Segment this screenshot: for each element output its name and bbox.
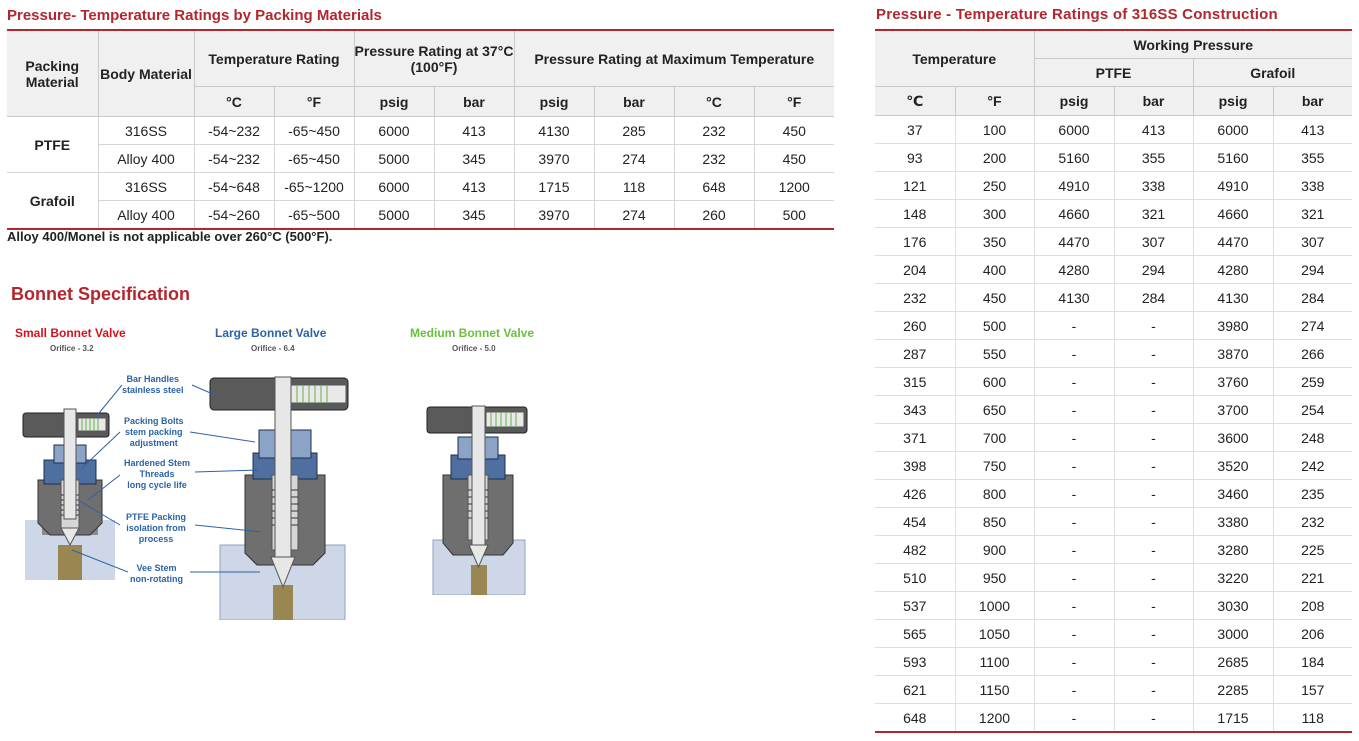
table-cell: 4130 [1034, 284, 1114, 312]
table-cell: 4660 [1034, 200, 1114, 228]
table-row [875, 396, 1352, 424]
table-cell: 232 [674, 145, 754, 173]
right-table-title: Pressure - Temperature Ratings of 316SS Construction [876, 6, 1278, 23]
large-bonnet-orifice: Orifice - 6.4 [251, 344, 295, 353]
table-cell: 850 [955, 508, 1034, 536]
table-cell: 307 [1114, 228, 1193, 256]
table-cell: - [1034, 312, 1114, 340]
table-cell: 413 [1273, 116, 1352, 144]
table-cell: 4280 [1034, 256, 1114, 284]
table-cell: 5000 [354, 145, 434, 173]
table-cell: 3460 [1193, 480, 1273, 508]
table-cell: 345 [434, 145, 514, 173]
table-cell: 482 [875, 536, 955, 564]
table-cell: 450 [754, 145, 834, 173]
table-cell: -54~648 [194, 173, 274, 201]
table-row [875, 564, 1352, 592]
header-temperature-rating: Temperature Rating [194, 30, 354, 87]
table-cell: 3220 [1193, 564, 1273, 592]
table-cell: 287 [875, 340, 955, 368]
small-bonnet-orifice: Orifice - 3.2 [50, 344, 94, 353]
table-cell: 343 [875, 396, 955, 424]
table-cell: 3870 [1193, 340, 1273, 368]
table-cell: 3970 [514, 145, 594, 173]
table-cell: - [1034, 452, 1114, 480]
table-cell: 338 [1273, 172, 1352, 200]
table-cell: - [1034, 480, 1114, 508]
table-cell: 260 [875, 312, 955, 340]
table-row [875, 676, 1352, 704]
left-table-title: Pressure- Temperature Ratings by Packing Materials [7, 7, 382, 24]
table-cell: 1000 [955, 592, 1034, 620]
table-cell: 3980 [1193, 312, 1273, 340]
table-cell: 4130 [1193, 284, 1273, 312]
bonnet-title: Bonnet Specification [11, 284, 191, 304]
table-cell: 118 [594, 173, 674, 201]
table-cell: 3700 [1193, 396, 1273, 424]
table-cell: 355 [1273, 144, 1352, 172]
right-subheader: bar [1273, 87, 1352, 116]
header-packing-material: Packing Material [7, 30, 98, 117]
table-cell: 274 [594, 145, 674, 173]
table-cell: 350 [955, 228, 1034, 256]
table-cell: 294 [1114, 256, 1193, 284]
table-cell: - [1034, 676, 1114, 704]
table-cell: 3970 [514, 201, 594, 230]
table-row [875, 368, 1352, 396]
table-cell: - [1114, 536, 1193, 564]
table-cell: 3600 [1193, 424, 1273, 452]
table-cell: 285 [594, 117, 674, 145]
table-cell: - [1034, 536, 1114, 564]
table-cell: - [1034, 564, 1114, 592]
table-cell: 232 [1273, 508, 1352, 536]
table-cell: -65~1200 [274, 173, 354, 201]
body-material-cell: 316SS [98, 173, 194, 201]
table-cell: 307 [1273, 228, 1352, 256]
header-pressure-37: Pressure Rating at 37°C (100°F) [354, 30, 514, 87]
table-cell: 259 [1273, 368, 1352, 396]
header-working-pressure: Working Pressure [1034, 30, 1352, 59]
table-cell: 2685 [1193, 648, 1273, 676]
table-cell: 593 [875, 648, 955, 676]
table-cell: 648 [903, 709, 927, 726]
left-subheader: bar [594, 87, 674, 117]
table-cell: 3000 [1193, 620, 1273, 648]
table-row [875, 200, 1352, 228]
table-cell: 355 [1114, 144, 1193, 172]
table-cell: - [1034, 648, 1114, 676]
table-row [875, 312, 1352, 340]
right-subheader: °F [955, 87, 1034, 116]
table-row [875, 256, 1352, 284]
table-cell: - [1034, 396, 1114, 424]
packing-material-cell: PTFE [7, 117, 98, 173]
table-cell: 750 [955, 452, 1034, 480]
table-cell: - [1114, 592, 1193, 620]
table-cell: 235 [1273, 480, 1352, 508]
table-cell: 254 [1273, 396, 1352, 424]
table-cell: 266 [1273, 340, 1352, 368]
callout-bar-handles: Bar Handles stainless steel [122, 374, 184, 395]
table-cell: 1150 [955, 676, 1034, 704]
packing-ratings-table [7, 29, 834, 230]
table-row [875, 424, 1352, 452]
table-cell: 800 [955, 480, 1034, 508]
table-cell: - [1114, 648, 1193, 676]
table-cell: 1050 [955, 620, 1034, 648]
table-cell: 398 [875, 452, 955, 480]
table-row [875, 340, 1352, 368]
table-cell: 4470 [1034, 228, 1114, 256]
right-subheader: psig [1193, 87, 1273, 116]
table-cell: 225 [1273, 536, 1352, 564]
table-cell: 232 [875, 284, 955, 312]
table-cell: 550 [955, 340, 1034, 368]
table-cell: 537 [875, 592, 955, 620]
table-cell: - [1114, 508, 1193, 536]
table-cell: - [1034, 508, 1114, 536]
table-cell: 294 [1273, 256, 1352, 284]
table-cell: - [1114, 424, 1193, 452]
316ss-ratings-table [875, 29, 1352, 733]
small-bonnet-label: Small Bonnet Valve [15, 326, 126, 340]
table-row [7, 201, 834, 230]
table-cell: 284 [1114, 284, 1193, 312]
table-cell: 208 [1273, 592, 1352, 620]
table-row [875, 620, 1352, 648]
table-row [875, 144, 1352, 172]
table-cell: 5000 [354, 201, 434, 230]
table-cell: 1715 [514, 173, 594, 201]
table-cell: 4910 [1193, 172, 1273, 200]
table-cell: 242 [1273, 452, 1352, 480]
table-row [875, 116, 1352, 144]
table-cell: 221 [1273, 564, 1352, 592]
header-grafoil: Grafoil [1193, 59, 1352, 87]
left-subheader: psig [354, 87, 434, 117]
table-cell: 274 [594, 201, 674, 230]
table-cell: - [1034, 620, 1114, 648]
table-cell: - [1034, 424, 1114, 452]
table-cell: 321 [1273, 200, 1352, 228]
table-cell: 321 [1114, 200, 1193, 228]
table-cell: 250 [955, 172, 1034, 200]
header-body-material: Body Material [98, 30, 194, 117]
table-cell: 148 [875, 200, 955, 228]
medium-bonnet-label: Medium Bonnet Valve [410, 326, 535, 340]
medium-bonnet-orifice: Orifice - 5.0 [452, 344, 496, 353]
table-cell: 700 [955, 424, 1034, 452]
table-cell: 206 [1273, 620, 1352, 648]
table-cell: -54~232 [194, 145, 274, 173]
table-row [875, 452, 1352, 480]
table-cell: 500 [955, 312, 1034, 340]
table-cell: 413 [1114, 116, 1193, 144]
table-row [875, 536, 1352, 564]
large-bonnet-label: Large Bonnet Valve [215, 326, 327, 340]
table-cell: 184 [1273, 648, 1352, 676]
table-cell: 176 [875, 228, 955, 256]
table-cell: 345 [434, 201, 514, 230]
table-cell: 6000 [354, 173, 434, 201]
table-cell: 1715 [1193, 704, 1273, 733]
table-cell: 5160 [1193, 144, 1273, 172]
table-row [875, 228, 1352, 256]
table-cell: 450 [955, 284, 1034, 312]
table-cell: 284 [1273, 284, 1352, 312]
table-cell: 450 [754, 117, 834, 145]
table-cell: 1200 [754, 173, 834, 201]
table-cell: 315 [875, 368, 955, 396]
table-cell: 260 [674, 201, 754, 230]
left-subheader: °F [754, 87, 834, 117]
callout-hardened-stem: Hardened Stem Threads long cycle life [124, 458, 191, 490]
table-cell: 6000 [1193, 116, 1273, 144]
table-cell: 4280 [1193, 256, 1273, 284]
table-cell: 650 [955, 396, 1034, 424]
table-row [875, 648, 1352, 676]
table-cell: 371 [875, 424, 955, 452]
table-cell: - [1034, 368, 1114, 396]
table-cell: 600 [955, 368, 1034, 396]
table-cell: 4660 [1193, 200, 1273, 228]
table-cell: 648 [674, 173, 754, 201]
table-cell: 204 [875, 256, 955, 284]
table-cell: - [1034, 704, 1114, 733]
table-cell: -65~450 [274, 117, 354, 145]
table-row [875, 480, 1352, 508]
table-cell: 4470 [1193, 228, 1273, 256]
table-cell: 3280 [1193, 536, 1273, 564]
table-cell: 6000 [1034, 116, 1114, 144]
table-cell: 510 [875, 564, 955, 592]
header-pressure-max: Pressure Rating at Maximum Temperature [514, 30, 834, 87]
table-cell: 900 [955, 536, 1034, 564]
table-cell: 157 [1273, 676, 1352, 704]
table-cell: 338 [1114, 172, 1193, 200]
table-cell: 248 [1273, 424, 1352, 452]
table-cell: - [1114, 676, 1193, 704]
left-subheader: °C [674, 87, 754, 117]
table-cell: 621 [875, 676, 955, 704]
table-row [875, 508, 1352, 536]
right-subheader: psig [1034, 87, 1114, 116]
table-cell: 200 [955, 144, 1034, 172]
table-cell: 950 [955, 564, 1034, 592]
table-cell: 93 [875, 144, 955, 172]
table-cell: 413 [434, 173, 514, 201]
packing-material-cell: Grafoil [7, 173, 98, 230]
table-cell: - [1114, 340, 1193, 368]
table-row [7, 173, 834, 201]
medium-bonnet-valve-diagram [425, 405, 530, 595]
table-cell: 274 [1273, 312, 1352, 340]
table-cell: 413 [434, 117, 514, 145]
callout-vee-stem: Vee Stem non-rotating [130, 563, 183, 584]
table-cell: 2285 [1193, 676, 1273, 704]
table-cell: 3380 [1193, 508, 1273, 536]
alloy-note: Alloy 400/Monel is not applicable over 260°C (500°F). [7, 229, 333, 244]
table-cell: - [1114, 368, 1193, 396]
callout-ptfe-packing: PTFE Packing isolation from process [126, 512, 187, 544]
table-row [875, 172, 1352, 200]
table-cell: -54~260 [194, 201, 274, 230]
table-cell: 565 [875, 620, 955, 648]
left-subheader: psig [514, 87, 594, 117]
table-row [875, 592, 1352, 620]
table-cell: - [1114, 564, 1193, 592]
table-cell: 5160 [1034, 144, 1114, 172]
table-cell: 1200 [955, 704, 1034, 733]
left-subheader: °F [274, 87, 354, 117]
body-material-cell: 316SS [98, 117, 194, 145]
table-cell: 3520 [1193, 452, 1273, 480]
table-cell: 1100 [955, 648, 1034, 676]
table-cell: 454 [875, 508, 955, 536]
table-cell: 426 [875, 480, 955, 508]
callout-packing-bolts: Packing Bolts stem packing adjustment [124, 416, 184, 448]
table-cell: 121 [875, 172, 955, 200]
right-subheader: bar [1114, 87, 1193, 116]
table-cell: -54~232 [194, 117, 274, 145]
header-ptfe: PTFE [1034, 59, 1193, 87]
table-cell: - [1114, 480, 1193, 508]
table-cell: 300 [955, 200, 1034, 228]
table-row [875, 704, 1352, 733]
table-row [875, 284, 1352, 312]
table-row [7, 145, 834, 173]
body-material-cell: Alloy 400 [98, 145, 194, 173]
table-cell: 4130 [514, 117, 594, 145]
left-subheader: bar [434, 87, 514, 117]
table-cell: 3760 [1193, 368, 1273, 396]
table-cell: -65~450 [274, 145, 354, 173]
table-cell: 37 [875, 116, 955, 144]
table-row [7, 117, 834, 145]
table-cell: 6000 [354, 117, 434, 145]
table-cell: - [1114, 312, 1193, 340]
right-subheader: ℃ [875, 87, 955, 116]
table-cell: 118 [1273, 704, 1352, 733]
table-cell: - [1114, 452, 1193, 480]
body-material-cell: Alloy 400 [98, 201, 194, 230]
table-cell: 400 [955, 256, 1034, 284]
left-subheader: °C [194, 87, 274, 117]
table-cell: - [1114, 620, 1193, 648]
table-cell: - [1034, 340, 1114, 368]
table-cell: 3030 [1193, 592, 1273, 620]
table-cell: - [1034, 592, 1114, 620]
table-cell: - [1114, 396, 1193, 424]
table-cell: 100 [955, 116, 1034, 144]
header-temperature: Temperature [875, 30, 1034, 87]
table-cell: - [1114, 704, 1193, 733]
table-cell: 500 [754, 201, 834, 230]
table-cell: -65~500 [274, 201, 354, 230]
table-cell: 232 [674, 117, 754, 145]
table-cell: 4910 [1034, 172, 1114, 200]
